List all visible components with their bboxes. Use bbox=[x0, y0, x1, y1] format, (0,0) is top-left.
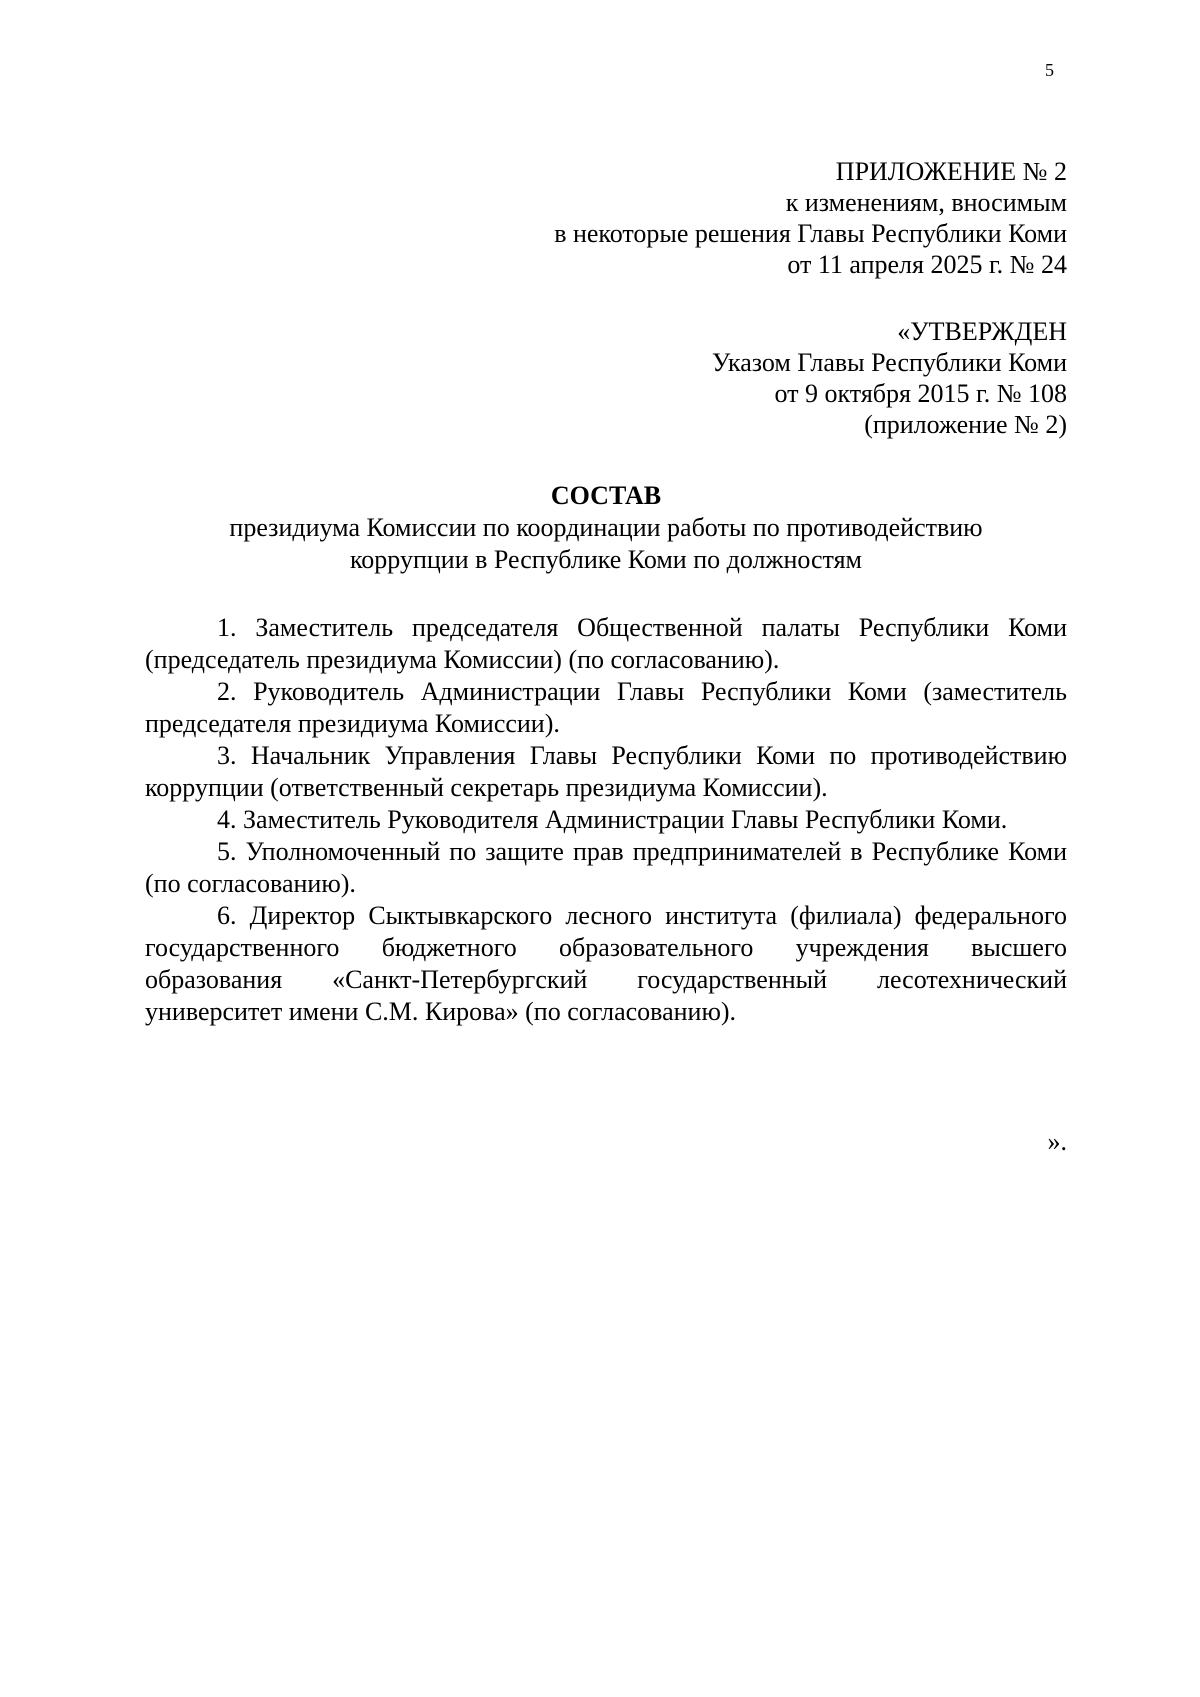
appendix-date: от 11 апреля 2025 г. № 24 bbox=[787, 250, 1067, 279]
list-item: 4. Заместитель Руководителя Администрации Главы Республики Коми. bbox=[217, 805, 1008, 834]
list-item: 3. Начальник Управления Главы Республики Коми по противодействию коррупции (ответственный секретарь президиума Комиссии). bbox=[145, 741, 1067, 802]
document-heading bbox=[145, 480, 1067, 576]
list-item: 2. Руководитель Администрации Главы Республики Коми (заместитель председателя президиума Комиссии). bbox=[145, 677, 1067, 738]
approval-stamp bbox=[712, 316, 1067, 440]
document-subtitle-line: коррупции в Республике Коми по должностям bbox=[349, 545, 862, 574]
positions-list bbox=[145, 612, 1067, 1028]
list-item: 1. Заместитель председателя Общественной палаты Республики Коми (председатель президиума Комиссии) (по согласованию). bbox=[145, 613, 1067, 674]
closing-quote: ». bbox=[1047, 1127, 1067, 1156]
approval-date: от 9 октября 2015 г. № 108 bbox=[774, 379, 1067, 408]
appendix-header bbox=[554, 156, 1067, 280]
appendix-line: в некоторые решения Главы Республики Коми bbox=[554, 219, 1067, 248]
list-item: 5. Уполномоченный по защите прав предпринимателей в Республике Коми (по согласованию). bbox=[145, 837, 1067, 898]
approval-title: «УТВЕРЖДЕН bbox=[897, 317, 1067, 346]
appendix-title: ПРИЛОЖЕНИЕ № 2 bbox=[835, 157, 1067, 186]
document-title: СОСТАВ bbox=[550, 481, 662, 510]
document-subtitle-line: президиума Комиссии по координации работы по противодействию bbox=[229, 513, 983, 542]
page-number: 5 bbox=[1045, 60, 1054, 80]
appendix-line: к изменениям, вносимым bbox=[785, 188, 1067, 217]
approval-line: Указом Главы Республики Коми bbox=[711, 348, 1067, 377]
approval-appendix-ref: (приложение № 2) bbox=[864, 410, 1067, 439]
list-item: 6. Директор Сыктывкарского лесного института (филиала) федерального государственного бюджетного образовательного учреждения высшего образования «Санкт-Петербургский государственный лесотехнический университет имени С.М. Кирова» (по согласованию). bbox=[145, 901, 1067, 1026]
